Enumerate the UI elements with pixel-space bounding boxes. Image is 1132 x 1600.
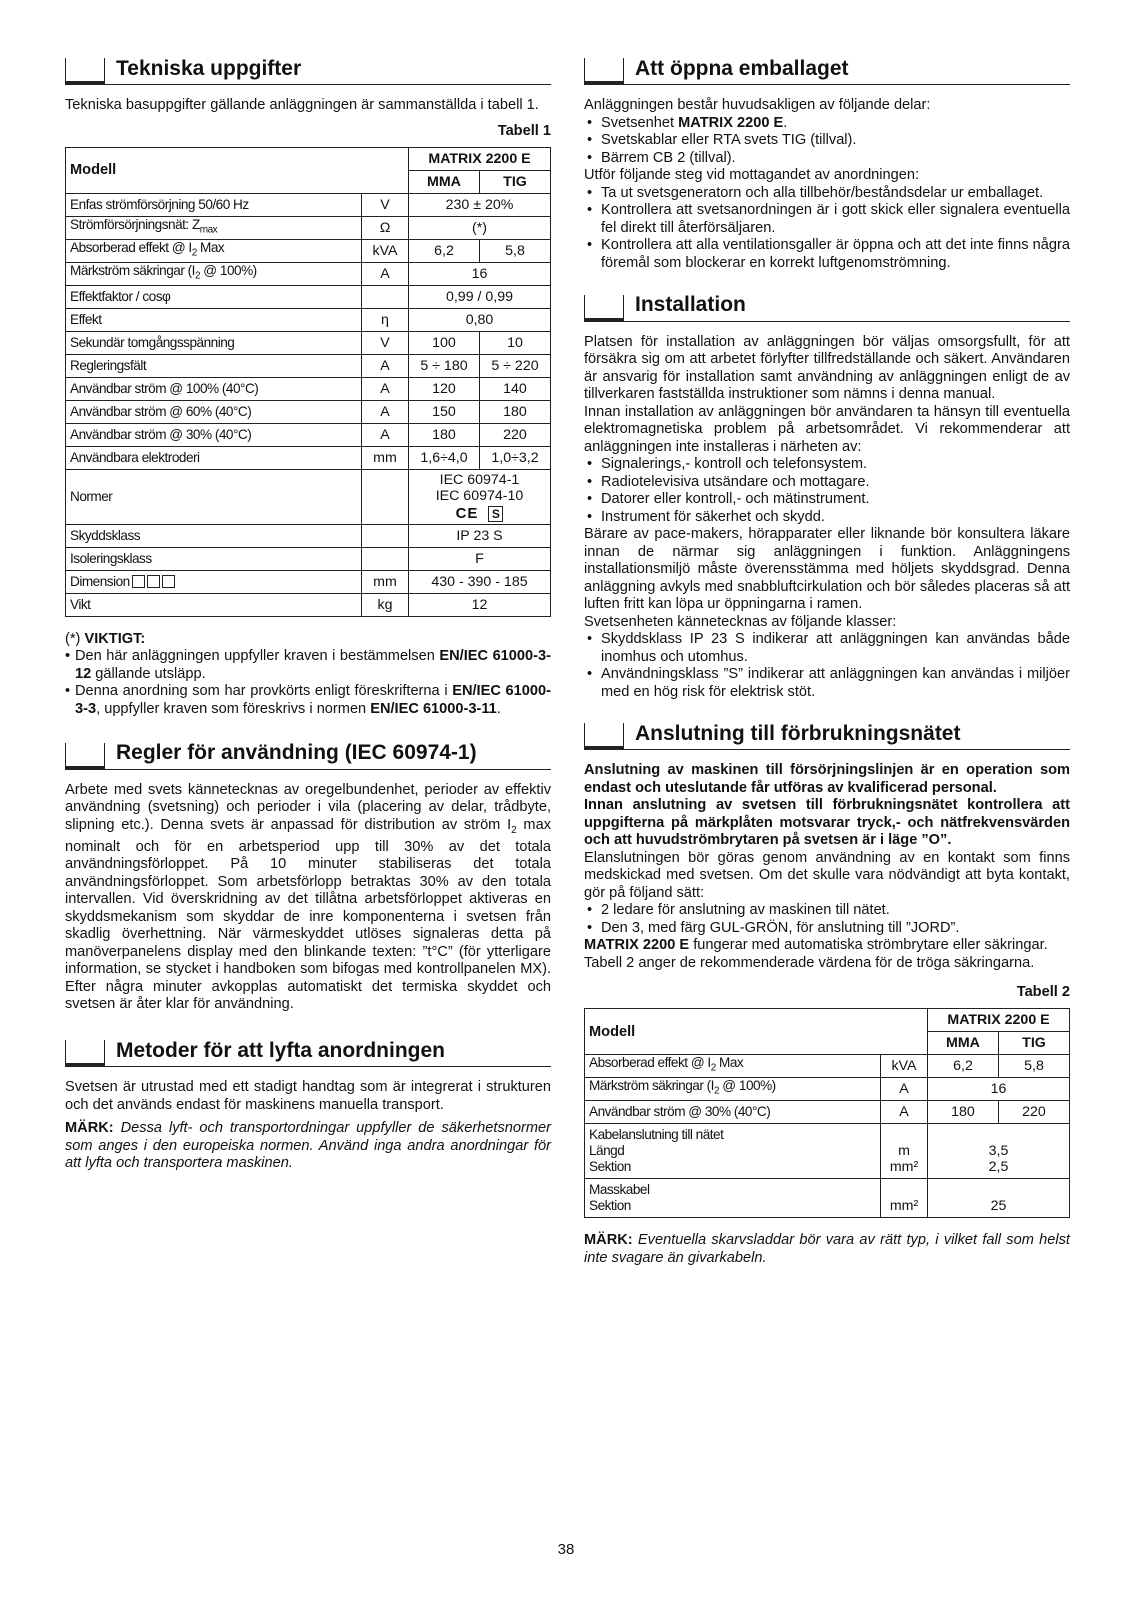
table-row: Användbar ström @ 100% (40°C) A 120 140: [66, 377, 551, 400]
right-column: [584, 56, 1070, 1267]
row-label: Vikt: [66, 593, 362, 616]
row-label: Användbar ström @ 30% (40°C): [66, 423, 362, 446]
row-label: Sekundär tomgångsspänning: [66, 331, 362, 354]
metoder-note: MÄRK: Dessa lyft- och transportordningar uppfyller de säkerhetsnormer som anges i den europeiska normen. Använd inga andra anordningar för att lyfta och transportera maskinen.: [65, 1120, 551, 1172]
heading-marker-icon: [65, 1040, 105, 1066]
heading-marker-icon: [65, 58, 105, 84]
table-row: Absorberad effekt @ $I_2$ Max kVA 6,2 5,8: [66, 239, 551, 262]
heading-title: Metoder för att lyfta anordningen: [116, 1038, 446, 1062]
installation-p2: Innan installation av anläggningen bör användaren ta hänsyn till eventuella elektromagnetiska problem på arbetsområdet. Vi rekommenderar att anläggningen inte installeras i närheten av:: [584, 403, 1070, 455]
section-heading-metoder: [65, 1038, 551, 1067]
table-row: Dimension mm 430 - 390 - 185: [66, 570, 551, 593]
list-item: • Radiotelevisiva utsändare och mottagare.: [584, 474, 1070, 492]
heading-title: Installation: [635, 293, 746, 317]
heading-title: Tekniska uppgifter: [116, 57, 302, 80]
installation-p4: Svetsenheten kännetecknas av följande klasser:: [584, 613, 897, 630]
heading-title: Regler för användning (IEC 60974-1): [116, 741, 477, 765]
ce-mark-icon: CE: [455, 504, 479, 522]
list-item: • Skyddsklass IP 23 S indikerar att anläggningen kan användas både inomhus och utomhus.: [584, 631, 1070, 666]
tekniska-intro: Tekniska basuppgifter gällande anläggningen är sammanställda i tabell 1.: [65, 97, 539, 114]
table-row: Strömförsörjningsnät: $Z_{max}$ Ω (*): [66, 216, 551, 239]
table-row: Enfas strömförsörjning 50/60 Hz V 230 ± 20%: [66, 193, 551, 216]
row-label: Användbar ström @ 60% (40°C): [66, 400, 362, 423]
row-label: Absorberad effekt @ $I_2$ Max: [66, 239, 362, 262]
table-row: Kabelanslutning till nätet Längd Sektion m mm² 3,5 2,5: [585, 1124, 1070, 1179]
table-row: Användbar ström @ 30% (40°C) A 180 220: [585, 1101, 1070, 1124]
installation-p1: Platsen för installation av anläggningen bör väljas omsorgsfullt, för att försäkra sig om att arbetet förlyfter tillfredställande och säkert. Användaren är ansvarig för installation samt användning av anläggningen enligt de av tillverkaren fastställda instruktioner som nämns i denna manual.: [584, 333, 1070, 402]
list-item: • Svetsenhet MATRIX 2200 E.: [584, 115, 1070, 133]
table-row: Användbar ström @ 30% (40°C) A 180 220: [66, 423, 551, 446]
table-row: Användbara elektroderi mm 1,6÷4,0 1,0÷3,2: [66, 446, 551, 469]
conductor-list: [584, 902, 1070, 937]
anslutning-p2: MATRIX 2200 E fungerar med automatiska strömbrytare eller säkringar.: [584, 937, 1048, 954]
steps-list: [584, 185, 1070, 273]
col-tig: TIG: [480, 170, 551, 193]
left-column: [65, 56, 551, 1173]
row-label: Skyddsklass: [66, 524, 362, 547]
table-row: Normer IEC 60974-1 IEC 60974-10 CE S: [66, 469, 551, 524]
class-list: [584, 631, 1070, 701]
section-heading-oppna: [584, 56, 1070, 85]
list-item: • Datorer eller kontroll,- och mätinstrument.: [584, 491, 1070, 509]
emc-list: [584, 456, 1070, 526]
col-tig: TIG: [999, 1032, 1070, 1055]
row-label: Dimension: [66, 570, 362, 593]
model-label: Modell: [585, 1009, 928, 1055]
row-label: Effektfaktor / cosφ: [66, 285, 362, 308]
regler-text: Arbete med svets kännetecknas av oregelbundenhet, perioder av effektiv användning (svetsning) och perioder i vila (placering av delar, trådbyte, slipning etc.). Denna svets är anpassad för distribution av ström $I_2$ max nominalt och för en arbetsperiod upp till 30% av det totala användningsförloppet. På 10 minuter stabiliseras det totala användningsförloppet. Som arbetsförlopp betraktas 30% av den totala intervallen. Vid överskridning av det tillåtna arbetsförloppet aktiveras en skyddsmekanism som skyddar de inre komponenterna i svetsen från skadlig överhettning. När värmeskyddet utlöses signaleras detta på manöverpanelens display med den blinkande texten: ”t°C” (för ytterligare information, se stycket i handboken som bifogas med kontrollpanelen MX). Efter några minuter avkopplas automatiskt det termiska skyddet och svetsen är åter klar för användning.: [65, 781, 551, 1013]
parts-list: [584, 115, 1070, 168]
list-item: • Svetskablar eller RTA svets TIG (tillval).: [584, 132, 1070, 150]
anslutning-note: MÄRK: Eventuella skarvsladdar bör vara av rätt typ, i vilket fall som helst inte svagare än givarkabeln.: [584, 1232, 1070, 1266]
table-row: Regleringsfält A 5 ÷ 180 5 ÷ 220: [66, 354, 551, 377]
heading-marker-icon: [584, 723, 624, 749]
anslutning-warning-2: Innan anslutning av svetsen till förbrukningsnätet kontrollera att uppgifterna på märkplåten motsvarar tryck,- och nätfrekvensvärden och att huvudströmbrytaren på svetsen är i läge ”O”.: [584, 797, 1070, 849]
oppna-intro: Anläggningen består huvudsakligen av följande delar:: [584, 97, 931, 114]
table2-caption: Tabell 2: [1016, 984, 1070, 1001]
heading-marker-icon: [584, 58, 624, 84]
row-label: Effekt: [66, 308, 362, 331]
model-label: Modell: [66, 147, 409, 193]
table-row: Effektfaktor / cosφ 0,99 / 0,99: [66, 285, 551, 308]
list-item: • Signalerings,- kontroll och telefonsystem.: [584, 456, 1070, 474]
heading-marker-icon: [584, 295, 624, 321]
table-row: Effekt η 0,80: [66, 308, 551, 331]
anslutning-warning-1: Anslutning av maskinen till försörjningslinjen är en operation som endast och uteslutande får utföras av kvalificerad personal.: [584, 762, 1070, 796]
row-label: Enfas strömförsörjning 50/60 Hz: [66, 193, 362, 216]
row-label: Användbar ström @ 100% (40°C): [66, 377, 362, 400]
row-label: Användbara elektroderi: [66, 446, 362, 469]
list-item: • Den 3, med färg GUL-GRÖN, för anslutning till ”JORD”.: [584, 920, 1070, 938]
list-item: • Instrument för säkerhet och skydd.: [584, 509, 1070, 527]
heading-title: Anslutning till förbrukningsnätet: [635, 722, 961, 745]
metoder-text: Svetsen är utrustad med ett stadigt handtag som är integrerat i strukturen och det används endast för maskinens manuella transport.: [65, 1079, 551, 1113]
row-label: Strömförsörjningsnät: $Z_{max}$: [66, 216, 362, 239]
dimension-cube-icon: [132, 575, 175, 588]
table1-footnote: (*) VIKTIGT: • Den här anläggningen uppfyller kraven i bestämmelsen EN/IEC 61000-3-12 gällande utsläpp. • Denna anordning som har provkörts enligt föreskrifterna i EN/IEC 61000-3-3, uppfyller kraven som föreskrivs i normen EN/IEC 61000-3-11.: [65, 631, 551, 719]
row-label: Normer: [66, 469, 362, 524]
table1: [65, 147, 551, 617]
list-item: • 2 ledare för anslutning av maskinen till nätet.: [584, 902, 1070, 920]
s-mark-icon: S: [488, 506, 503, 522]
page-number: 38: [557, 1541, 575, 1558]
anslutning-p1: Elanslutningen bör göras genom användning av en kontakt som finns medskickad med svetsen. Om det skulle vara nödvändigt att byta kontakt, gör på följand sätt:: [584, 849, 1070, 901]
model-name: MATRIX 2200 E: [928, 1009, 1070, 1032]
list-item: • Kontrollera att alla ventilationsgaller är öppna och att det inte finns några föremål som blockerar en korrekt luftgenomströmning.: [584, 237, 1070, 272]
section-heading-regler: [65, 740, 551, 769]
table-row: Användbar ström @ 60% (40°C) A 150 180: [66, 400, 551, 423]
list-item: • Användningsklass ”S” indikerar att anläggningen kan användas i miljöer med en hög risk för elektrisk stöt.: [584, 666, 1070, 701]
list-item: • Kontrollera att svetsanordningen är i gott skick eller signalera eventuella fel direkt till återförsäljaren.: [584, 202, 1070, 237]
footnote-item: • Den här anläggningen uppfyller kraven i bestämmelsen EN/IEC 61000-3-12 gällande utsläpp.: [65, 648, 551, 683]
model-name: MATRIX 2200 E: [409, 147, 551, 170]
list-item: • Ta ut svetsgeneratorn och alla tillbehör/beståndsdelar ur emballaget.: [584, 185, 1070, 203]
table-row: Masskabel Sektion mm² 25: [585, 1179, 1070, 1218]
table-row: Isoleringsklass F: [66, 547, 551, 570]
table-row: Märkström säkringar ($I_2$ @ 100%) A 16: [585, 1078, 1070, 1101]
section-heading-anslutning: [584, 721, 1070, 750]
heading-title: Att öppna emballaget: [635, 57, 849, 80]
installation-p3: Bärare av pace-makers, hörapparater eller liknande bör konsultera läkare innan de närmar sig anläggningen i funktion. Anläggningens installationsmiljö måste överensstämma med höljets skyddsgrad. Denna anläggning avkyls med snabbluftcirkulation och bör således placeras så att luften fritt kan löpa ur öppningarna i ramen.: [584, 526, 1070, 612]
footnote-title: VIKTIGT:: [84, 630, 146, 647]
row-label: Regleringsfält: [66, 354, 362, 377]
row-label: Isoleringsklass: [66, 547, 362, 570]
steps-intro: Utför följande steg vid mottagandet av anordningen:: [584, 167, 920, 184]
table-row: Absorberad effekt @ $I_2$ Max kVA 6,2 5,8: [585, 1055, 1070, 1078]
table-row: Märkström säkringar ($I_2$ @ 100%) A 16: [66, 262, 551, 285]
table-row: Sekundär tomgångsspänning V 100 10: [66, 331, 551, 354]
row-label: Märkström säkringar ($I_2$ @ 100%): [66, 262, 362, 285]
section-heading-tekniska: [65, 56, 551, 85]
footnote-item: • Denna anordning som har provkörts enligt föreskrifterna i EN/IEC 61000-3-3, uppfyller kraven som föreskrivs i normen EN/IEC 61000-3-11.: [65, 683, 551, 718]
table-row: Skyddsklass IP 23 S: [66, 524, 551, 547]
col-mma: MMA: [409, 170, 480, 193]
table-row: Vikt kg 12: [66, 593, 551, 616]
heading-marker-icon: [65, 743, 105, 769]
table2: [584, 1008, 1070, 1218]
col-mma: MMA: [928, 1032, 999, 1055]
anslutning-p3: Tabell 2 anger de rekommenderade värdena för de tröga säkringarna.: [584, 954, 1035, 971]
list-item: • Bärrem CB 2 (tillval).: [584, 150, 1070, 168]
table1-caption: Tabell 1: [497, 122, 551, 139]
section-heading-installation: [584, 292, 1070, 321]
